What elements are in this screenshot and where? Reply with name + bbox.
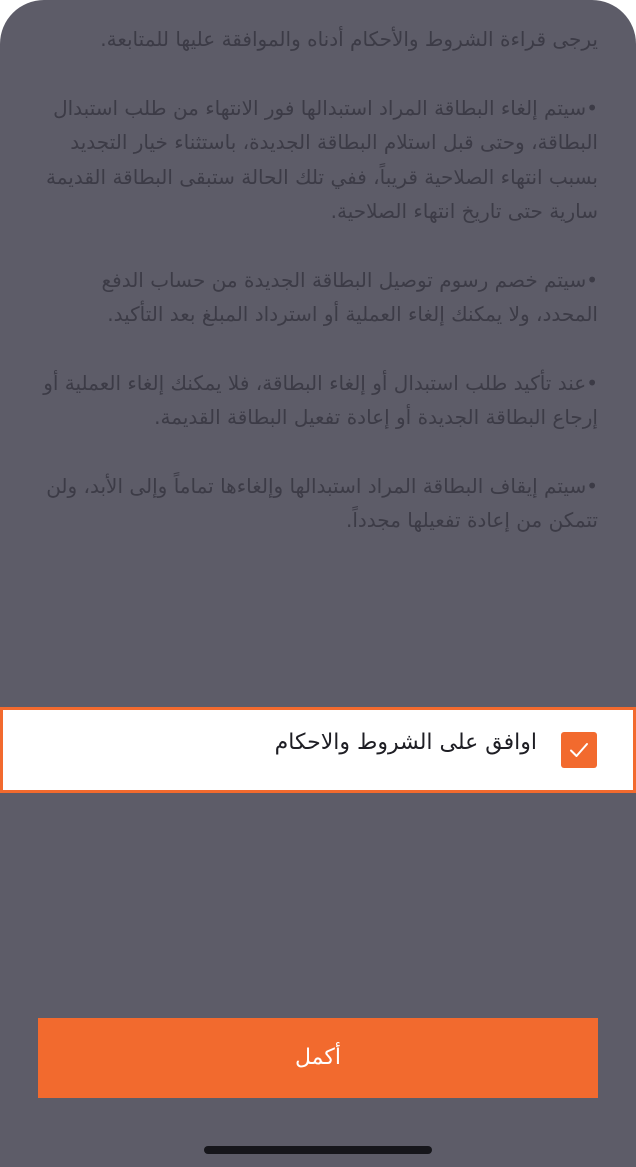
continue-button[interactable]: أكمل bbox=[38, 1018, 598, 1098]
agree-terms-row[interactable] bbox=[0, 707, 636, 793]
agree-terms-checkbox[interactable] bbox=[561, 732, 597, 768]
agree-terms-label: اوافق على الشروط والاحكام bbox=[274, 730, 537, 755]
checkmark-icon bbox=[561, 732, 597, 768]
terms-intro: يرجى قراءة الشروط والأحكام أدناه والموافقة عليها للمتابعة. bbox=[100, 27, 598, 51]
terms-item: •سيتم إيقاف البطاقة المراد استبدالها وإلغاءها تماماً وإلى الأبد، ولن تتمكن من إعادة تفعيلها مجدداً. bbox=[46, 473, 598, 532]
terms-item: •سيتم خصم رسوم توصيل البطاقة الجديدة من حساب الدفع المحدد، ولا يمكنك إلغاء العملية أو استرداد المبلغ بعد التأكيد. bbox=[101, 267, 598, 326]
terms-item: •عند تأكيد طلب استبدال أو إلغاء البطاقة، فلا يمكنك إلغاء العملية أو إرجاع البطاقة الجديدة أو إعادة تفعيل البطاقة القديمة. bbox=[43, 370, 598, 429]
home-indicator[interactable] bbox=[204, 1146, 432, 1154]
terms-content bbox=[40, 22, 598, 572]
terms-item: •سيتم إلغاء البطاقة المراد استبدالها فور الانتهاء من طلب استبدال البطاقة، وحتى قبل استلام البطاقة الجديدة، باستثناء خيار التجديد بسبب انتهاء الصلاحية قريباً، ففي تلك الحالة ستبقى البطاقة القديمة سارية حتى تاريخ انتهاء الصلاحية. bbox=[45, 95, 598, 223]
